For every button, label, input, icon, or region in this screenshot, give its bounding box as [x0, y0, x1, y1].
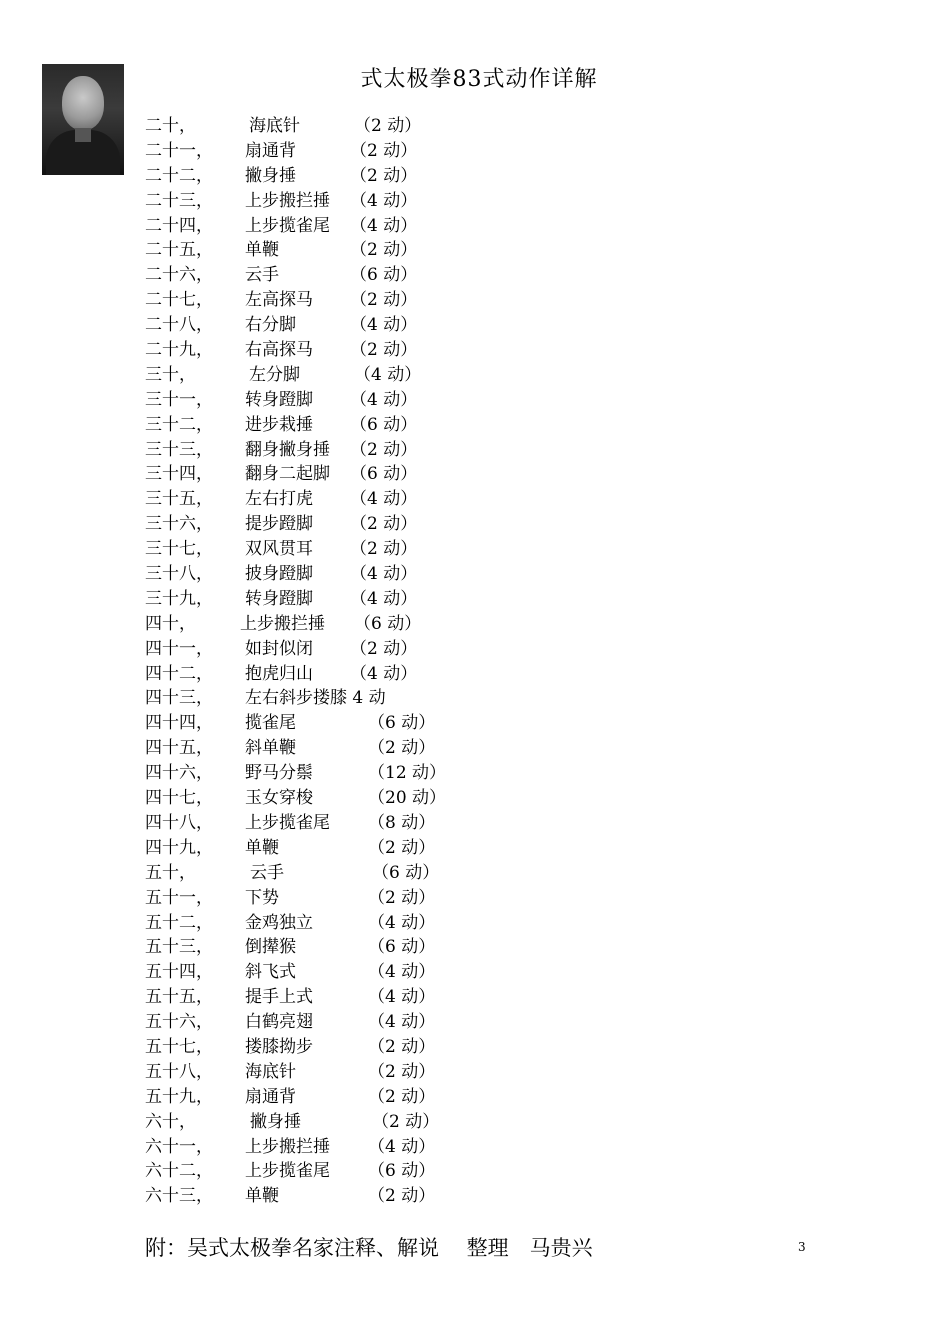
list-item-count: （6 动） [368, 713, 436, 734]
list-item-count: （4 动） [368, 1012, 436, 1033]
list-item-count: （4 动） [354, 364, 422, 385]
list-item-name: 转身蹬脚 [245, 588, 313, 609]
list-item [0, 164, 950, 189]
list-item [0, 637, 950, 662]
list-item-name: 撇身捶 [250, 1111, 301, 1132]
list-item-number: 六十一， [145, 1136, 213, 1157]
list-item [0, 1110, 950, 1135]
list-item-count: （4 动） [350, 315, 418, 336]
list-item [0, 1060, 950, 1085]
list-item-number: 四十三， [145, 688, 213, 709]
list-item-name: 上步搬拦捶 [245, 190, 330, 211]
list-item-number: 四十一， [145, 638, 213, 659]
list-item [0, 911, 950, 936]
list-item-count: （2 动） [368, 738, 436, 759]
list-item [0, 238, 950, 263]
list-item-name: 上步揽雀尾 [245, 215, 330, 236]
list-item-name: 下势 [245, 887, 279, 908]
list-item-name: 披身蹬脚 [245, 564, 313, 585]
list-item-count: （2 动） [350, 290, 418, 311]
list-item-name: 翻身二起脚 [245, 464, 330, 485]
list-item [0, 1035, 950, 1060]
list-item-number: 六十三， [145, 1186, 213, 1207]
list-item [0, 1135, 950, 1160]
list-item-count: （6 动） [368, 937, 436, 958]
list-item-number: 四十， [145, 613, 196, 634]
list-item [0, 512, 950, 537]
list-item-name: 倒撵猴 [245, 937, 296, 958]
list-item-name: 斜飞式 [245, 962, 296, 983]
list-item-name: 单鞭 [245, 837, 279, 858]
list-item-count: （4 动） [350, 190, 418, 211]
list-item-count: （4 动） [350, 215, 418, 236]
list-item [0, 562, 950, 587]
list-item-count: （2 动） [368, 837, 436, 858]
list-item-number: 六十二， [145, 1161, 213, 1182]
list-item-count: （6 动） [372, 862, 440, 883]
list-item-count: （4 动） [350, 564, 418, 585]
list-item-name: 海底针 [245, 1061, 296, 1082]
list-item-count: （2 动） [368, 1186, 436, 1207]
list-item-count: （4 动） [350, 663, 418, 684]
list-item-number: 三十， [145, 364, 196, 385]
list-item [0, 1010, 950, 1035]
list-item-count: （4 动） [368, 962, 436, 983]
list-item-count: （2 动） [350, 340, 418, 361]
list-item-name: 云手 [245, 265, 279, 286]
list-item-name: 转身蹬脚 [245, 389, 313, 410]
list-item-name: 斜单鞭 [245, 738, 296, 759]
list-item-number: 四十九， [145, 837, 213, 858]
list-item [0, 886, 950, 911]
list-item-number: 二十一， [145, 140, 213, 161]
list-item [0, 438, 950, 463]
list-item [0, 736, 950, 761]
list-item-number: 三十七， [145, 539, 213, 560]
list-item-count: （2 动） [350, 439, 418, 460]
list-item [0, 1085, 950, 1110]
list-item-name: 翻身撇身捶 [245, 439, 330, 460]
list-item-count: （6 动） [350, 464, 418, 485]
list-item-number: 五十六， [145, 1012, 213, 1033]
list-item-count: （2 动） [350, 240, 418, 261]
list-item-number: 三十八， [145, 564, 213, 585]
list-item-number: 三十五， [145, 489, 213, 510]
list-item-number: 五十， [145, 862, 196, 883]
list-item [0, 711, 950, 736]
list-item-name: 上步搬拦捶 [245, 1136, 330, 1157]
list-item-name: 左右打虎 [245, 489, 313, 510]
list-item-count: （4 动） [350, 389, 418, 410]
list-item-count: （4 动） [368, 987, 436, 1008]
list-item [0, 1184, 950, 1209]
list-item-number: 五十五， [145, 987, 213, 1008]
list-item [0, 686, 950, 711]
list-item-name: 单鞭 [245, 240, 279, 261]
list-item-number: 四十七， [145, 788, 213, 809]
list-item-count: （2 动） [350, 140, 418, 161]
list-item-count: （4 动） [368, 1136, 436, 1157]
list-item-name: 提步蹬脚 [245, 514, 313, 535]
list-item-name: 进步栽捶 [245, 414, 313, 435]
list-item-number: 三十九， [145, 588, 213, 609]
list-item-count: （8 动） [368, 812, 436, 833]
list-item-number: 五十七， [145, 1036, 213, 1057]
list-item-name: 上步揽雀尾 [245, 1161, 330, 1182]
list-item-number: 二十五， [145, 240, 213, 261]
list-item-number: 五十三， [145, 937, 213, 958]
list-item [0, 214, 950, 239]
footer-note: 附：吴式太极拳名家注释、解说 整理 马贵兴 [145, 1236, 593, 1260]
list-item-count: （20 动） [368, 788, 447, 809]
list-item [0, 861, 950, 886]
list-item-name: 搂膝拗步 [245, 1036, 313, 1057]
list-item-name: 左分脚 [249, 364, 300, 385]
list-item-count: （6 动） [350, 265, 418, 286]
list-item-name: 玉女穿梭 [245, 788, 313, 809]
list-item-count: （2 动） [354, 116, 422, 136]
list-item-number: 四十二， [145, 663, 213, 684]
list-item-name: 扇通背 [245, 140, 296, 161]
list-item-number: 三十三， [145, 439, 213, 460]
list-item [0, 537, 950, 562]
list-item-number: 二十七， [145, 290, 213, 311]
list-item [0, 363, 950, 388]
list-item [0, 114, 950, 139]
list-item-name: 上步搬拦捶 [240, 613, 325, 634]
list-item [0, 313, 950, 338]
list-item-number: 二十， [145, 116, 196, 136]
list-item-number: 二十八， [145, 315, 213, 336]
list-item-name: 海底针 [249, 116, 300, 136]
list-item [0, 612, 950, 637]
list-item-count: （2 动） [372, 1111, 440, 1132]
list-item-number: 四十六， [145, 763, 213, 784]
list-item [0, 811, 950, 836]
list-item-name: 揽雀尾 [245, 713, 296, 734]
list-item [0, 761, 950, 786]
list-item-name: 撇身捶 [245, 165, 296, 186]
list-item-count: （2 动） [350, 638, 418, 659]
list-item [0, 487, 950, 512]
list-item [0, 1159, 950, 1184]
list-item [0, 139, 950, 164]
list-item-number: 五十九， [145, 1086, 213, 1107]
list-item-number: 三十四， [145, 464, 213, 485]
list-item-name: 白鹤亮翅 [245, 1012, 313, 1033]
list-item-count: （2 动） [368, 1061, 436, 1082]
list-item-name: 野马分鬃 [245, 763, 313, 784]
list-item-name: 左右斜步搂膝 4 动 [245, 688, 386, 709]
list-item [0, 263, 950, 288]
list-item-number: 五十二， [145, 912, 213, 933]
list-item-name: 右高探马 [245, 340, 313, 361]
list-item-count: （2 动） [368, 1086, 436, 1107]
list-item-number: 四十五， [145, 738, 213, 759]
list-item [0, 462, 950, 487]
page-title: 式太极拳83式动作详解 [360, 67, 598, 92]
list-item-name: 右分脚 [245, 315, 296, 336]
list-item-name: 提手上式 [245, 987, 313, 1008]
list-item-name: 抱虎归山 [245, 663, 313, 684]
list-item-count: （12 动） [368, 763, 447, 784]
list-item [0, 413, 950, 438]
list-item-count: （2 动） [350, 165, 418, 186]
list-item-name: 双风贯耳 [245, 539, 313, 560]
list-item-count: （6 动） [350, 414, 418, 435]
list-item-name: 单鞭 [245, 1186, 279, 1207]
list-item-count: （6 动） [354, 613, 422, 634]
list-item-number: 五十四， [145, 962, 213, 983]
list-item-name: 如封似闭 [245, 638, 313, 659]
list-item-number: 四十八， [145, 812, 213, 833]
list-item [0, 786, 950, 811]
list-item-number: 四十四， [145, 713, 213, 734]
list-item-number: 二十九， [145, 340, 213, 361]
list-item-name: 左高探马 [245, 290, 313, 311]
list-item-number: 二十三， [145, 190, 213, 211]
list-item [0, 985, 950, 1010]
list-item [0, 288, 950, 313]
list-item-number: 二十六， [145, 265, 213, 286]
list-item-number: 二十二， [145, 165, 213, 186]
list-item [0, 189, 950, 214]
list-item [0, 587, 950, 612]
list-item [0, 662, 950, 687]
list-item-count: （2 动） [368, 1036, 436, 1057]
list-item-count: （4 动） [368, 912, 436, 933]
page-number: 3 [798, 1240, 806, 1254]
list-item-number: 五十一， [145, 887, 213, 908]
list-item-name: 上步揽雀尾 [245, 812, 330, 833]
list-item-count: （4 动） [350, 588, 418, 609]
list-item-number: 五十八， [145, 1061, 213, 1082]
list-item-count: （6 动） [368, 1161, 436, 1182]
list-item [0, 338, 950, 363]
list-item-name: 金鸡独立 [245, 912, 313, 933]
list-item-count: （2 动） [350, 539, 418, 560]
list-item-number: 三十二， [145, 414, 213, 435]
list-item-number: 二十四， [145, 215, 213, 236]
list-item [0, 836, 950, 861]
list-item [0, 935, 950, 960]
movement-list [0, 114, 950, 1209]
list-item-name: 扇通背 [245, 1086, 296, 1107]
list-item-count: （2 动） [350, 514, 418, 535]
list-item-number: 三十六， [145, 514, 213, 535]
list-item-number: 六十， [145, 1111, 196, 1132]
list-item-count: （2 动） [368, 887, 436, 908]
list-item [0, 960, 950, 985]
list-item-number: 三十一， [145, 389, 213, 410]
list-item-name: 云手 [250, 862, 284, 883]
list-item-count: （4 动） [350, 489, 418, 510]
list-item [0, 388, 950, 413]
